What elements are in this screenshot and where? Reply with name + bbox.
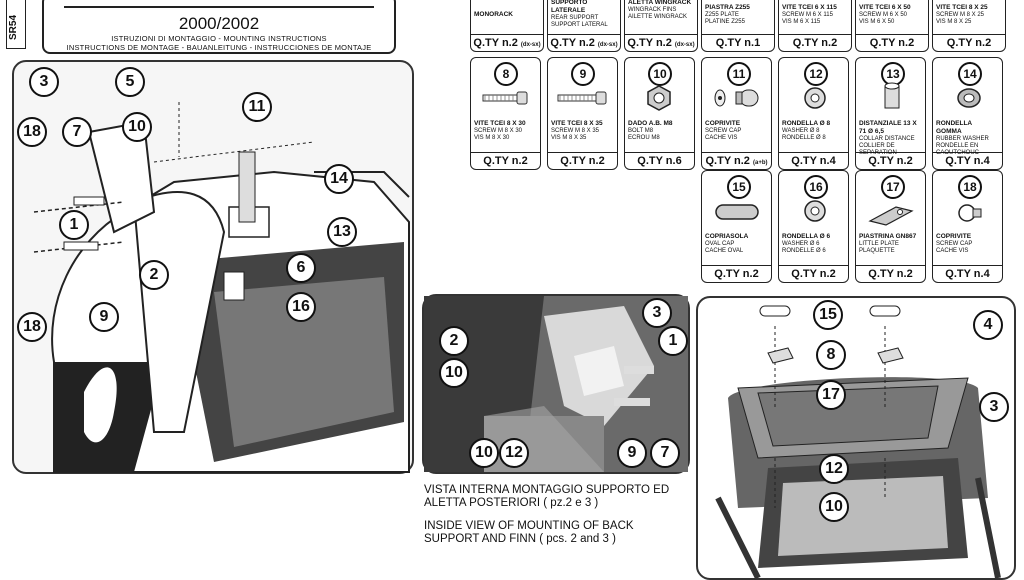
callout-10-lower: 10: [469, 438, 499, 468]
callout-11: 11: [242, 92, 272, 122]
part-picture: [933, 58, 1002, 120]
part-card-14: 14 RONDELLA GOMMA RUBBER WASHER RONDELLE EN CAOUTCHOUC Q.TY n.4: [932, 57, 1003, 170]
part-qty: Q.TY n.2: [856, 152, 925, 169]
callout-9: 9: [89, 302, 119, 332]
callout-1: 1: [658, 326, 688, 356]
part-qty: Q.TY n.4: [779, 152, 848, 169]
caption-en-line1: INSIDE VIEW OF MOUNTING OF BACK: [424, 520, 634, 532]
part-picture: [779, 171, 848, 233]
callout-10: 10: [439, 358, 469, 388]
part-number: 17: [881, 175, 905, 199]
part-picture: [471, 58, 540, 120]
topcase-plate-drawing: [698, 298, 1014, 578]
part-name: SUPPORTO LATERALE: [551, 0, 588, 14]
callout-3: 3: [979, 392, 1009, 422]
callout-12: 12: [819, 454, 849, 484]
title-box: [42, 0, 396, 54]
part-qty: Q.TY n.2: [856, 34, 928, 51]
part-name: PIASTRINA GN867: [859, 233, 917, 240]
screw-cap-icon: [702, 58, 771, 120]
instructions-line-1: ISTRUZIONI DI MONTAGGIO - MOUNTING INSTRUCTIONS: [111, 34, 327, 43]
title-divider: [64, 0, 374, 8]
part-qty: Q.TY n.2: [702, 265, 771, 282]
callout-3: 3: [642, 298, 672, 328]
part-qty: Q.TY n.4: [933, 152, 1002, 169]
part-number: 12: [804, 62, 828, 86]
part-card-z255-plate: PIASTRA Z255 Z255 PLATE PLATINE Z255 Q.TY n.1: [701, 0, 775, 52]
part-name: COPRIVITE: [936, 233, 972, 240]
callout-7: 7: [650, 438, 680, 468]
part-number: 13: [881, 62, 905, 86]
callout-16: 16: [286, 292, 316, 322]
part-name: COPRIASOLA: [705, 233, 749, 240]
instructions-line-2: INSTRUCTIONS DE MONTAGE - BAUANLEITUNG - INSTRUCCIONES DE MONTAJE: [66, 43, 372, 52]
caption-it-line2: ALETTA POSTERIORI ( pz.2 e 3 ): [424, 497, 599, 509]
part-number: 15: [727, 175, 751, 199]
part-qty: Q.TY n.2 (dx-sx): [625, 34, 697, 51]
part-qty: Q.TY n.2: [856, 265, 925, 282]
part-qty: Q.TY n.2: [779, 34, 851, 51]
callout-10: 10: [819, 492, 849, 522]
callout-15: 15: [813, 300, 843, 330]
callout-8: 8: [816, 340, 846, 370]
part-card-screw-6x115: VITE TCEI 6 X 115 SCREW M 6 X 115 VIS M 6 X 115 Q.TY n.2: [778, 0, 852, 52]
caption-italian: [424, 484, 694, 510]
screw-cap-icon: [933, 171, 1002, 233]
part-qty: Q.TY n.2: [933, 34, 1005, 51]
spacer-icon: [856, 58, 925, 120]
part-name: COPRIVITE: [705, 120, 741, 127]
part-name: PIASTRA Z255: [705, 4, 750, 11]
part-card-9: 9 VITE TCEI 8 X 35 SCREW M 8 X 35 VIS M 8 X 35 Q.TY n.2: [547, 57, 618, 170]
part-card-16: 16 RONDELLA Ø 6 WASHER Ø 6 RONDELLE Ø 6 Q.TY n.2: [778, 170, 849, 283]
part-picture: [856, 58, 925, 120]
part-picture: [702, 58, 771, 120]
side-code-box: [6, 0, 26, 49]
callout-18: 18: [17, 117, 47, 147]
caption-english: [424, 520, 694, 546]
part-card-13: 13 DISTANZIALE 13 X 71 Ø 6,5 COLLAR DISTANCE COLLIER DE SEPARATION Q.TY n.2: [855, 57, 926, 170]
callout-14: 14: [324, 164, 354, 194]
callout-7: 7: [62, 117, 92, 147]
part-picture: [779, 58, 848, 120]
side-code: SR54: [8, 14, 19, 40]
part-card-15: 15 COPRIASOLA OVAL CAP CACHE OVAL Q.TY n.2: [701, 170, 772, 283]
callout-4: 4: [973, 310, 1003, 340]
caption-it-line1: VISTA INTERNA MONTAGGIO SUPPORTO ED: [424, 484, 670, 496]
part-qty: Q.TY n.2 (dx-sx): [548, 34, 620, 51]
part-picture: [702, 171, 771, 233]
callout-17: 17: [816, 380, 846, 410]
part-name: VITE TCEI 6 X 50: [859, 4, 911, 11]
part-qty: Q.TY n.2: [548, 152, 617, 169]
oval-cap-icon: [702, 171, 771, 233]
part-card-17: 17 PIASTRINA GN867 LITTLE PLATE PLAQUETTE Q.TY n.2: [855, 170, 926, 283]
part-name: DADO A.B. M8: [628, 120, 673, 127]
rubber-washer-icon: [933, 58, 1002, 120]
callout-12: 12: [499, 438, 529, 468]
part-card-18: 18 COPRIVITE SCREW CAP CACHE VIS Q.TY n.4: [932, 170, 1003, 283]
part-card-rear-support: SUPPORTO LATERALE REAR SUPPORT SUPPORT LATERAL Q.TY n.2 (dx-sx): [547, 0, 621, 52]
screw-icon: [548, 58, 617, 120]
callout-10: 10: [122, 112, 152, 142]
part-qty: Q.TY n.2: [471, 152, 540, 169]
part-card-screw-6x50: VITE TCEI 6 X 50 SCREW M 6 X 50 VIS M 6 X 50 Q.TY n.2: [855, 0, 929, 52]
part-number: 10: [648, 62, 672, 86]
part-qty: Q.TY n.1: [702, 34, 774, 51]
part-name: RONDELLA GOMMA: [936, 120, 972, 135]
part-qty: Q.TY n.2 (a+b): [702, 152, 771, 169]
part-picture: [933, 171, 1002, 233]
part-name: DISTANZIALE 13 X 71 Ø 6,5: [859, 120, 917, 135]
callout-3: 3: [29, 67, 59, 97]
part-name: VITE TCEI 6 X 115: [782, 4, 837, 11]
part-number: 8: [494, 62, 518, 86]
part-qty: Q.TY n.4: [933, 265, 1002, 282]
callout-9: 9: [617, 438, 647, 468]
part-number: 14: [958, 62, 982, 86]
part-name: VITE TCEI 8 X 35: [551, 120, 603, 127]
middle-photo-panel: [422, 294, 690, 474]
callout-2: 2: [139, 260, 169, 290]
part-name: RONDELLA Ø 6: [782, 233, 831, 240]
part-qty: Q.TY n.6: [625, 152, 694, 169]
callout-6: 6: [286, 253, 316, 283]
left-illustration-panel: [12, 60, 414, 474]
part-name: VITE TCEI 8 X 25: [936, 4, 988, 11]
callout-18-lower: 18: [17, 312, 47, 342]
part-qty: Q.TY n.2 (dx-sx): [471, 34, 543, 51]
part-card-10: 10 DADO A.B. M8 BOLT M8 ECROU M8 Q.TY n.6: [624, 57, 695, 170]
part-number: 16: [804, 175, 828, 199]
callout-13: 13: [327, 217, 357, 247]
part-qty: Q.TY n.2: [779, 265, 848, 282]
plate-icon: [856, 171, 925, 233]
washer-icon: [779, 171, 848, 233]
years-label: 2000/2002: [178, 14, 260, 33]
part-picture: [856, 171, 925, 233]
part-name: MONORACK: [474, 11, 513, 18]
part-name: VITE TCEI 8 X 30: [474, 120, 526, 127]
part-name: RONDELLA Ø 8: [782, 120, 831, 127]
nut-icon: [625, 58, 694, 120]
part-number: 18: [958, 175, 982, 199]
part-picture: [625, 58, 694, 120]
part-picture: [548, 58, 617, 120]
part-card-12: 12 RONDELLA Ø 8 WASHER Ø 8 RONDELLE Ø 8 Q.TY n.4: [778, 57, 849, 170]
callout-2: 2: [439, 326, 469, 356]
callout-5: 5: [115, 67, 145, 97]
callout-1: 1: [59, 210, 89, 240]
part-number: 9: [571, 62, 595, 86]
caption-en-line2: SUPPORT AND FINN ( pcs. 2 and 3 ): [424, 533, 616, 545]
part-card-wingrack-fins: ALETTA WINGRACK WINGRACK FINS AILETTE WINGRACK Q.TY n.2 (dx-sx): [624, 0, 698, 52]
part-card-monorack: [470, 0, 544, 52]
part-number: 11: [727, 62, 751, 86]
right-illustration-panel: [696, 296, 1016, 580]
part-card-11: 11 COPRIVITE SCREW CAP CACHE VIS Q.TY n.2 (a+b): [701, 57, 772, 170]
part-card-screw-8x25: VITE TCEI 8 X 25 SCREW M 8 X 25 VIS M 8 X 25 Q.TY n.2: [932, 0, 1006, 52]
part-name: ALETTA WINGRACK: [628, 0, 692, 6]
screw-icon: [471, 58, 540, 120]
part-card-8: 8 VITE TCEI 8 X 30 SCREW M 8 X 30 VIS M 8 X 30 Q.TY n.2: [470, 57, 541, 170]
washer-icon: [779, 58, 848, 120]
